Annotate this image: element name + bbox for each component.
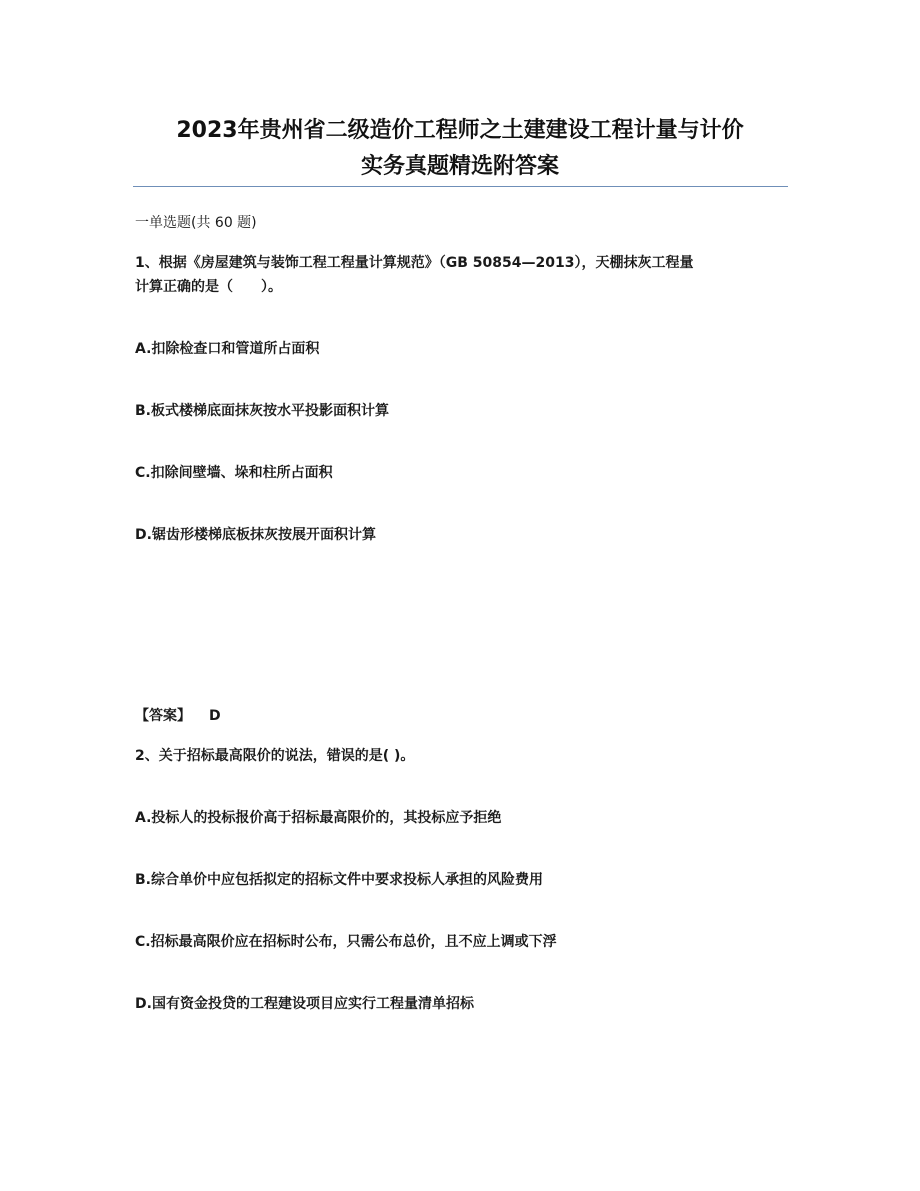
question-2-option-a: A.投标人的投标报价高于招标最高限价的，其投标应予拒绝: [135, 810, 502, 826]
question-1-stem-line-2: 计算正确的是（ ）。: [135, 279, 282, 295]
question-2-stem: 2、关于招标最高限价的说法，错误的是( )。: [135, 748, 415, 764]
document-title-line-1: 2023年贵州省二级造价工程师之土建建设工程计量与计价: [176, 118, 744, 143]
question-1-option-a: A.扣除检查口和管道所占面积: [135, 341, 320, 357]
question-2-option-c: C.招标最高限价应在招标时公布，只需公布总价，且不应上调或下浮: [135, 934, 557, 950]
question-1-stem-line-1: 1、根据《房屋建筑与装饰工程工程量计算规范》（GB 50854—2013），天棚抹灰工程量: [135, 255, 694, 271]
question-1-option-c: C.扣除间壁墙、垛和柱所占面积: [135, 465, 333, 481]
section-label: 一单选题(共 60 题): [135, 215, 257, 231]
answer-label: 【答案】: [135, 708, 191, 724]
title-divider: [133, 186, 788, 187]
question-1-option-b: B.板式楼梯底面抹灰按水平投影面积计算: [135, 403, 389, 419]
question-1-option-d: D.锯齿形楼梯底板抹灰按展开面积计算: [135, 527, 376, 543]
answer-value: D: [209, 708, 221, 724]
question-2-option-d: D.国有资金投贷的工程建设项目应实行工程量清单招标: [135, 996, 474, 1012]
document-title-line-2: 实务真题精选附答案: [360, 154, 559, 179]
question-1-answer: [135, 706, 221, 726]
question-2-option-b: B.综合单价中应包括拟定的招标文件中要求投标人承担的风险费用: [135, 872, 543, 888]
